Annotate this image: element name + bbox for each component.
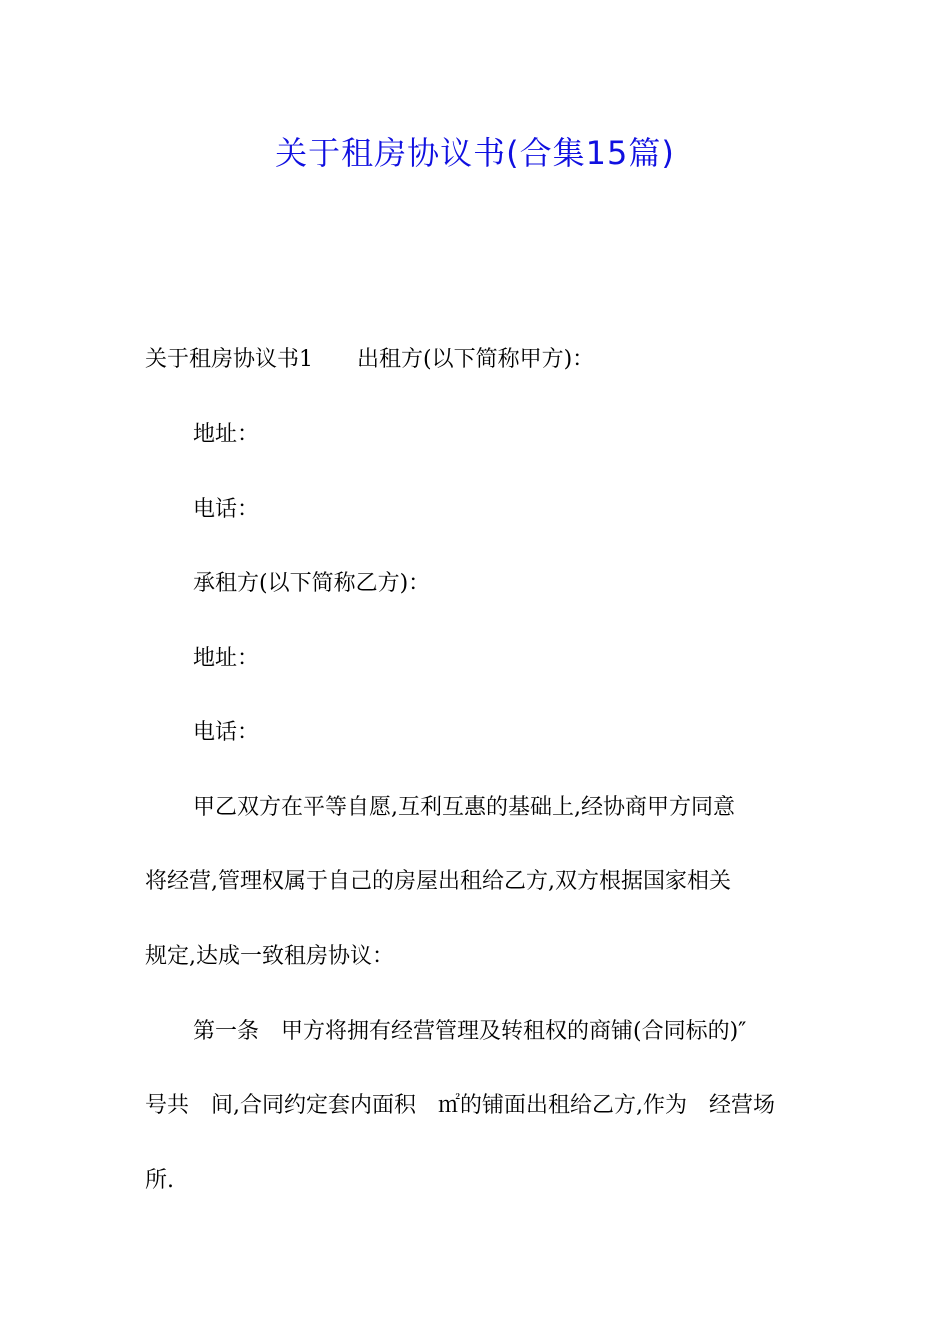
paragraph-line-lessor-phone: 电话： <box>193 497 260 522</box>
paragraph-line-article1-2: 号共 间,合同约定套内面积 ㎡的铺面出租给乙方,作为 经营场 <box>145 1093 775 1118</box>
paragraph-line-intro-2: 将经营,管理权属于自己的房屋出租给乙方,双方根据国家相关 <box>145 869 731 894</box>
paragraph-line-intro-1: 甲乙双方在平等自愿,互利互惠的基础上,经协商甲方同意 <box>193 795 735 820</box>
paragraph-line-intro-3: 规定,达成一致租房协议： <box>145 944 394 969</box>
paragraph-line-lessor-address: 地址： <box>193 422 260 447</box>
paragraph-line-article1-3: 所. <box>145 1168 174 1193</box>
paragraph-line-lessee: 承租方(以下简称乙方)： <box>193 571 431 596</box>
paragraph-line-lessee-address: 地址： <box>193 646 260 671</box>
paragraph-line-lessee-phone: 电话： <box>193 720 260 745</box>
paragraph-line-article1-1: 第一条 甲方将拥有经营管理及转租权的商铺(合同标的)″ <box>193 1019 747 1044</box>
paragraph-line-header: 关于租房协议书1 出租方(以下简称甲方)： <box>145 347 595 372</box>
document-title: 关于租房协议书(合集15篇) <box>275 134 675 172</box>
